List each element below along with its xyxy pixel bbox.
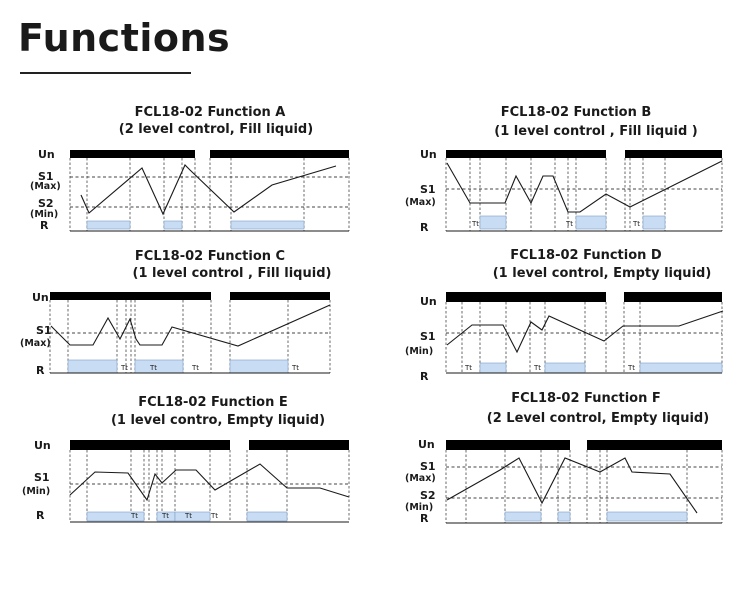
label-un: Un	[420, 295, 437, 308]
liquid-level-curve	[70, 464, 349, 500]
relay-on-block	[175, 512, 210, 521]
liquid-level-curve	[447, 161, 722, 212]
supply-on-bar	[50, 292, 211, 300]
label-r: R	[36, 364, 45, 377]
relay-on-block	[164, 221, 182, 229]
function-f-diagram	[405, 391, 722, 525]
supply-on-bar	[230, 292, 330, 300]
delay-label-tt: Tt	[472, 220, 480, 228]
function-title: FCL18-02 Function F	[511, 391, 661, 406]
delay-label-tt: Tt	[566, 220, 574, 228]
relay-on-block	[505, 512, 541, 521]
function-d-diagram	[405, 248, 723, 383]
function-subtitle: (1 level contro, Empty liquid)	[110, 413, 326, 428]
label-s1: S1	[36, 324, 52, 337]
label-s1: S1	[34, 471, 50, 484]
label-un: Un	[420, 148, 437, 161]
delay-label-tt: Tt	[150, 364, 158, 372]
supply-on-bar	[587, 440, 722, 450]
function-c-diagram	[20, 249, 331, 377]
label-s1-sub: (Max)	[405, 473, 436, 484]
delay-label-tt: Tt	[633, 220, 641, 228]
label-r: R	[36, 509, 45, 522]
label-r: R	[420, 221, 429, 234]
delay-label-tt: Tt	[534, 364, 542, 372]
supply-on-bar	[625, 150, 722, 158]
delay-label-tt: Tt	[292, 364, 300, 372]
supply-on-bar	[249, 440, 349, 450]
relay-on-block	[640, 363, 722, 373]
label-s2-sub: (Min)	[405, 502, 434, 513]
relay-on-block	[480, 363, 506, 373]
relay-on-block	[480, 216, 506, 229]
function-title: FCL18-02 Function C	[134, 249, 286, 264]
label-r: R	[40, 219, 49, 232]
label-s2: S2	[420, 489, 436, 502]
supply-on-bar	[70, 150, 195, 158]
relay-on-block	[607, 512, 687, 521]
function-title: FCL18-02 Function A	[134, 105, 286, 120]
label-un: Un	[418, 438, 435, 451]
relay-on-block	[643, 216, 665, 229]
label-un: Un	[38, 148, 55, 161]
label-s1-sub: (Min)	[22, 486, 51, 497]
function-title: FCL18-02 Function E	[138, 395, 288, 410]
delay-label-tt: Tt	[162, 512, 170, 520]
delay-label-tt: Tt	[131, 512, 139, 520]
label-s1-sub: (Max)	[20, 338, 51, 349]
supply-on-bar	[446, 440, 570, 450]
relay-on-block	[545, 363, 585, 373]
delay-label-tt: Tt	[628, 364, 636, 372]
label-s1: S1	[420, 183, 436, 196]
label-s1-sub: (Max)	[405, 197, 436, 208]
relay-on-block	[230, 360, 288, 373]
relay-on-block	[87, 221, 130, 229]
delay-label-tt: Tt	[211, 512, 219, 520]
label-s1-sub: (Min)	[405, 346, 434, 357]
label-r: R	[420, 370, 429, 383]
relay-on-block	[68, 360, 117, 373]
function-title: FCL18-02 Function D	[510, 248, 662, 263]
function-subtitle: (2 Level control, Empty liquid)	[486, 411, 710, 426]
relay-on-block	[576, 216, 606, 229]
function-subtitle: (1 level control , Fill liquid )	[494, 124, 698, 139]
relay-on-block	[558, 512, 570, 521]
label-s1: S1	[420, 330, 436, 343]
function-subtitle: (1 level control, Empty liquid)	[492, 266, 712, 281]
delay-label-tt: Tt	[192, 364, 200, 372]
delay-label-tt: Tt	[121, 364, 129, 372]
relay-on-block	[247, 512, 287, 521]
delay-label-tt: Tt	[185, 512, 193, 520]
label-un: Un	[34, 439, 51, 452]
delay-label-tt: Tt	[465, 364, 473, 372]
function-e-diagram	[22, 395, 349, 522]
supply-on-bar	[624, 292, 722, 302]
supply-on-bar	[446, 292, 606, 302]
function-subtitle: (2 level control, Fill liquid)	[118, 122, 314, 137]
label-s2: S2	[38, 197, 54, 210]
supply-on-bar	[446, 150, 606, 158]
function-subtitle: (1 level control , Fill liquid)	[132, 266, 332, 281]
label-s1-sub: (Max)	[30, 181, 61, 192]
supply-on-bar	[70, 440, 230, 450]
label-r: R	[420, 512, 429, 525]
label-s1: S1	[420, 460, 436, 473]
relay-on-block	[135, 360, 183, 373]
relay-on-block	[231, 221, 304, 229]
label-s2-sub: (Min)	[30, 209, 59, 220]
page-title: Functions	[18, 16, 231, 60]
liquid-level-curve	[447, 458, 697, 513]
function-a-diagram	[30, 105, 349, 232]
function-title: FCL18-02 Function B	[500, 105, 652, 120]
function-b-diagram	[405, 105, 722, 234]
label-s1: S1	[38, 170, 54, 183]
label-un: Un	[32, 291, 49, 304]
supply-on-bar	[210, 150, 349, 158]
